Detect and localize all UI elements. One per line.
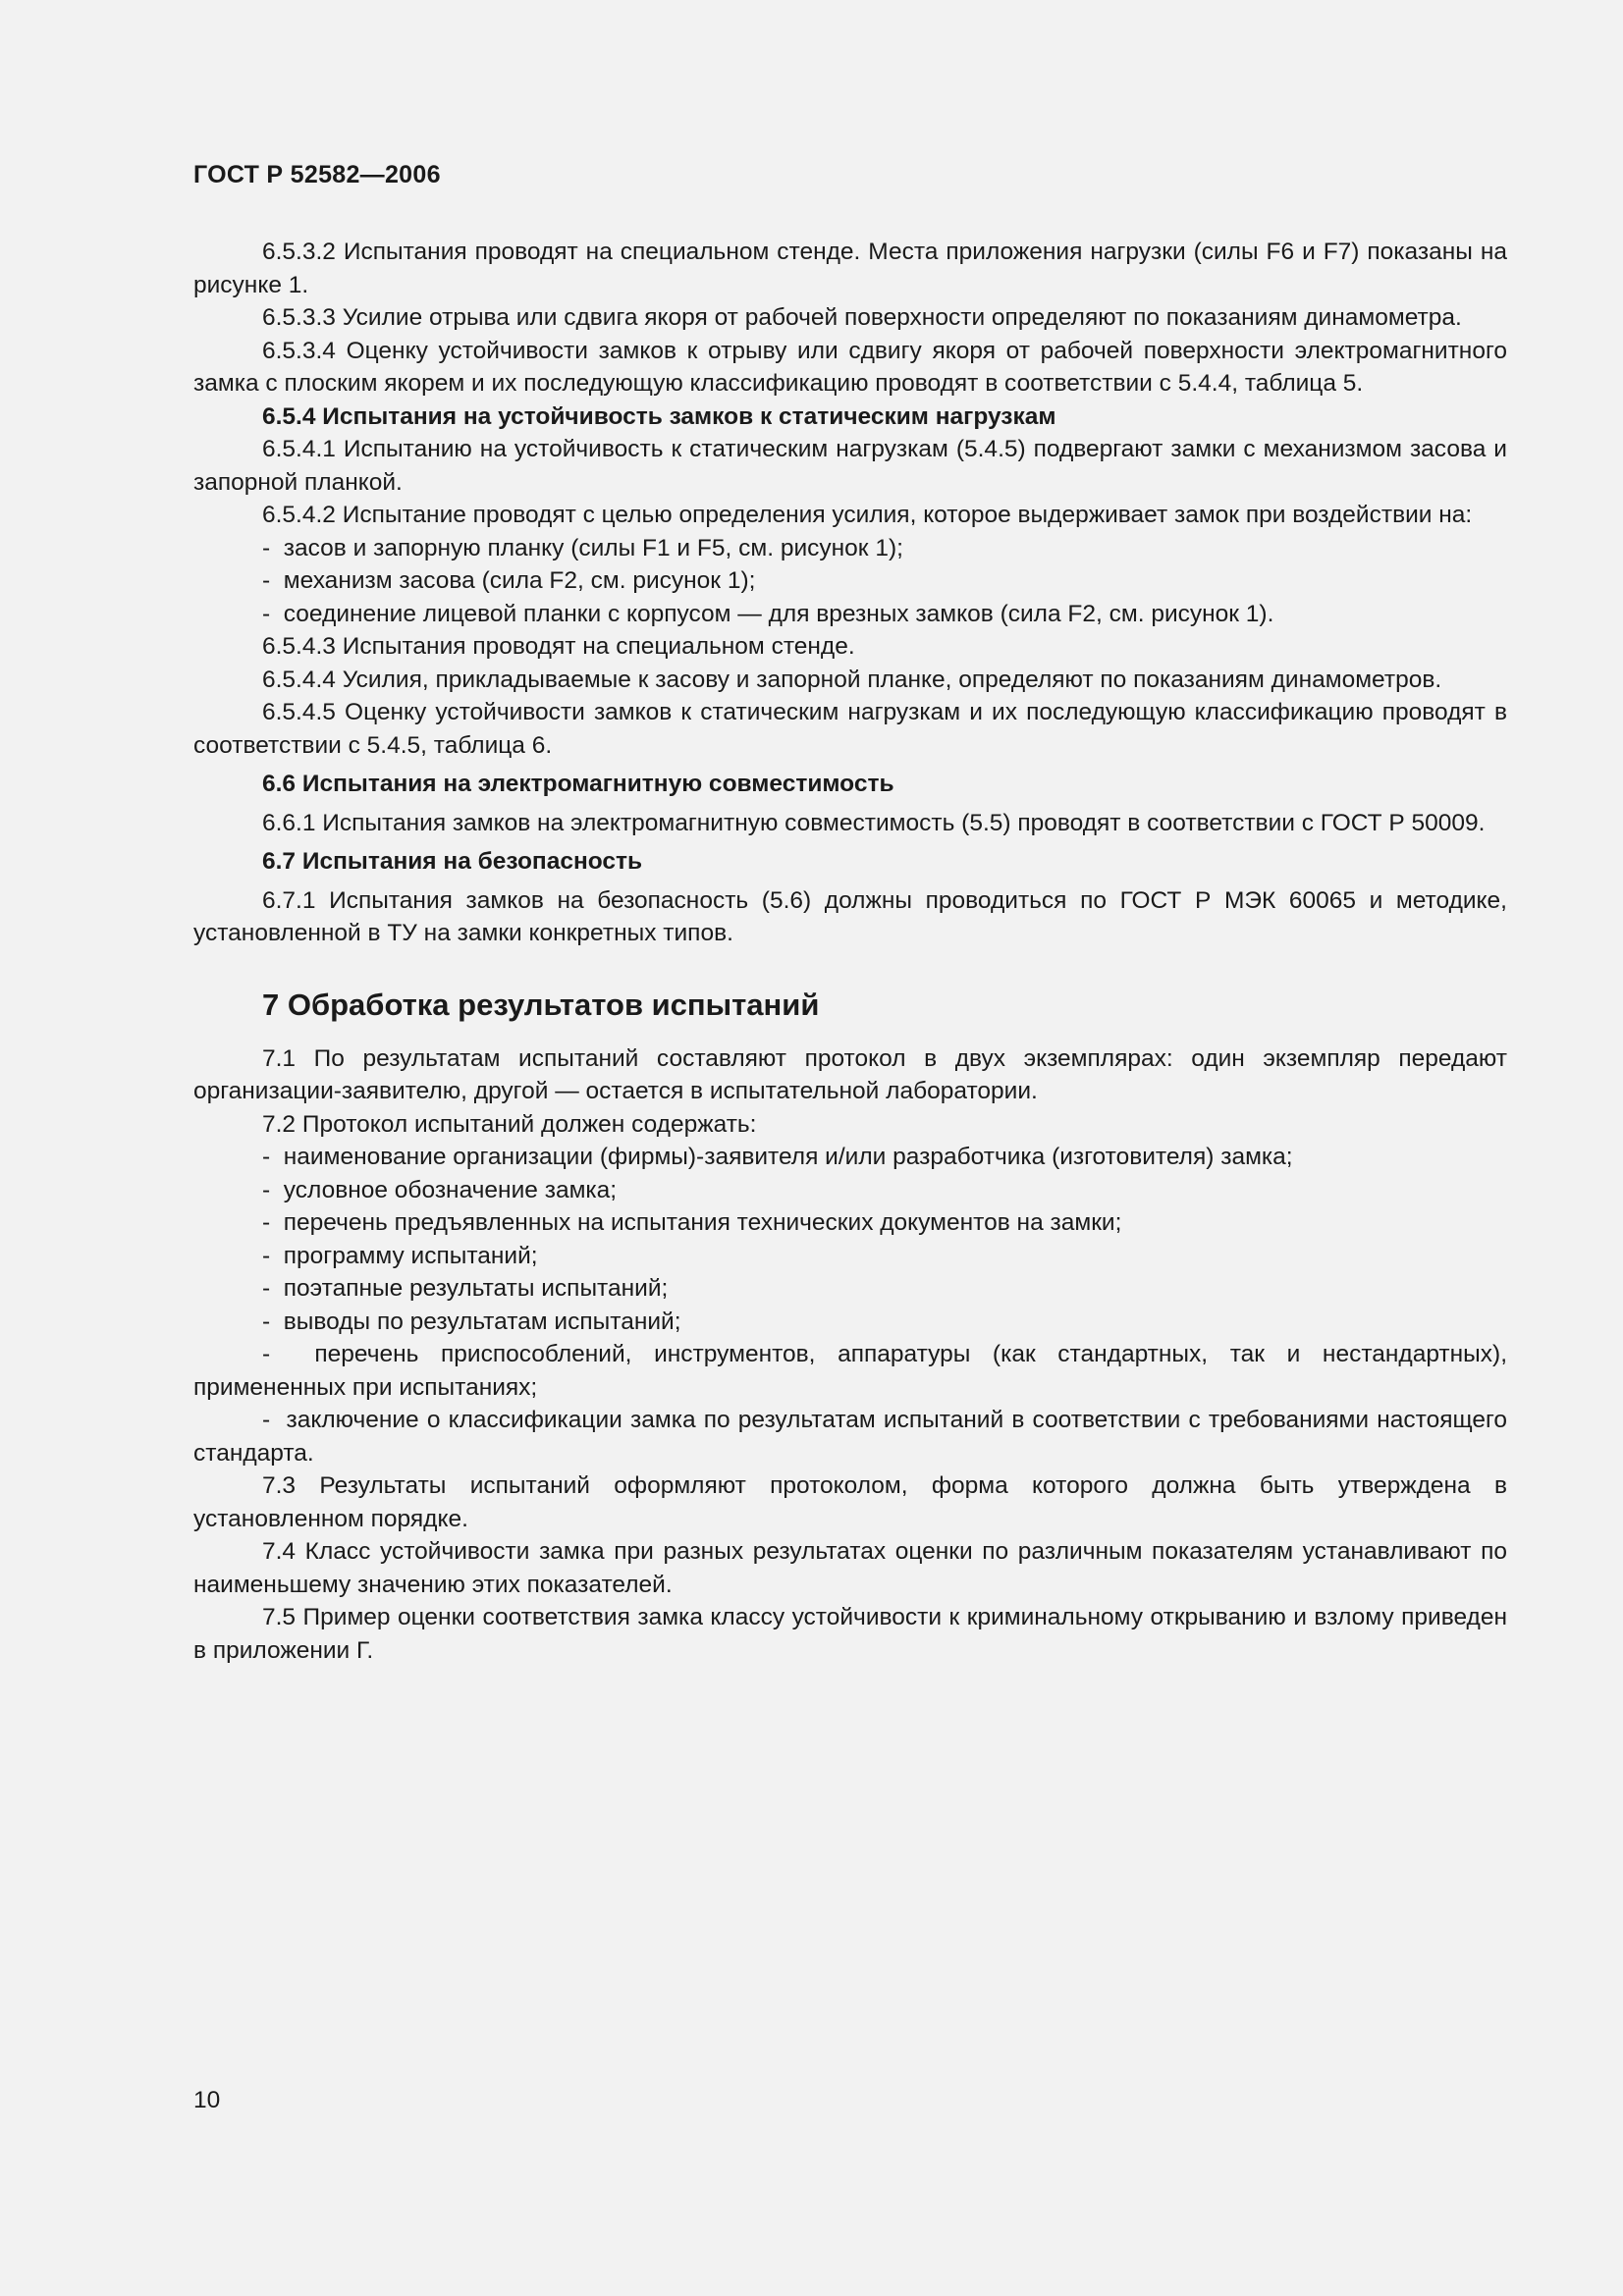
list-item: - программу испытаний; [193,1240,1507,1273]
list-item: - выводы по результатам испытаний; [193,1306,1507,1339]
list-item: - условное обозначение замка; [193,1174,1507,1207]
list-item: - соединение лицевой планки с корпусом — для врезных замков (сила F2, см. рисунок 1). [193,598,1507,631]
paragraph-6-5-3-3: 6.5.3.3 Усилие отрыва или сдвига якоря от рабочей поверхности определяют по показаниям динамометра. [262,304,1462,331]
paragraph-6-5-4-2: 6.5.4.2 Испытание проводят с целью определения усилия, которое выдерживает замок при воздействии на: [262,502,1473,528]
paragraph-6-5-4-1: 6.5.4.1 Испытанию на устойчивость к статическим нагрузкам (5.4.5) подвергают замки с механизмом засова и запорной планкой. [193,436,1507,496]
paragraph-7-4: 7.4 Класс устойчивости замка при разных результатах оценки по различным показателям устанавливают по наименьшему значению этих показателей. [193,1538,1507,1598]
document-header: ГОСТ Р 52582—2006 [193,161,441,188]
paragraph-6-5-4-5: 6.5.4.5 Оценку устойчивости замков к статическим нагрузкам и их последующую классификацию проводят в соответствии с 5.4.5, таблица 6. [193,699,1507,759]
paragraph-6-6-1: 6.6.1 Испытания замков на электромагнитную совместимость (5.5) проводят в соответствии с ГОСТ Р 50009. [262,809,1486,836]
paragraph-6-5-3-4: 6.5.3.4 Оценку устойчивости замков к отрыву или сдвигу якоря от рабочей поверхности электромагнитного замка с плоским якорем и их последующую классификацию проводят в соответствии с 5.4.4, таблица 5. [193,337,1507,397]
list-item: - заключение о классификации замка по результатам испытаний в соответствии с требованиями настоящего стандарта. [193,1404,1507,1469]
paragraph-6-7-1: 6.7.1 Испытания замков на безопасность (5.6) должны проводиться по ГОСТ Р МЭК 60065 и методике, установленной в ТУ на замки конкретных типов. [193,886,1507,946]
heading-6-7: 6.7 Испытания на безопасность [262,848,643,875]
section-title-7: 7 Обработка результатов испытаний [262,987,820,1022]
heading-6-5-4: 6.5.4 Испытания на устойчивость замков к статическим нагрузкам [262,402,1056,430]
paragraph-6-5-4-4: 6.5.4.4 Усилия, прикладываемые к засову и запорной планке, определяют по показаниям динамометров. [262,666,1442,693]
list-item: - поэтапные результаты испытаний; [193,1272,1507,1306]
document-body [193,236,1507,1667]
list-item: - перечень приспособлений, инструментов, аппаратуры (как стандартных, так и нестандартных), примененных при испытаниях; [193,1338,1507,1404]
paragraph-6-5-4-3: 6.5.4.3 Испытания проводят на специальном стенде. [262,633,855,660]
list-item: - механизм засова (сила F2, см. рисунок 1); [193,564,1507,598]
paragraph-6-5-3-2: 6.5.3.2 Испытания проводят на специальном стенде. Места приложения нагрузки (силы F6 и F7) показаны на рисунке 1. [193,239,1507,298]
paragraph-7-5: 7.5 Пример оценки соответствия замка классу устойчивости к криминальному открыванию и взлому приведен в приложении Г. [193,1604,1507,1664]
paragraph-7-3: 7.3 Результаты испытаний оформляют протоколом, форма которого должна быть утверждена в установленном порядке. [193,1472,1507,1532]
paragraph-7-2: 7.2 Протокол испытаний должен содержать: [262,1110,757,1138]
list-item: - засов и запорную планку (силы F1 и F5, см. рисунок 1); [193,532,1507,565]
list-item: - наименование организации (фирмы)-заявителя и/или разработчика (изготовителя) замка; [193,1141,1507,1174]
paragraph-7-1: 7.1 По результатам испытаний составляют протокол в двух экземплярах: один экземпляр передают организации-заявителю, другой — остается в испытательной лаборатории. [193,1044,1507,1104]
page-number: 10 [193,2087,221,2113]
heading-6-6: 6.6 Испытания на электромагнитную совместимость [262,771,894,797]
list-item: - перечень предъявленных на испытания технических документов на замки; [193,1206,1507,1240]
